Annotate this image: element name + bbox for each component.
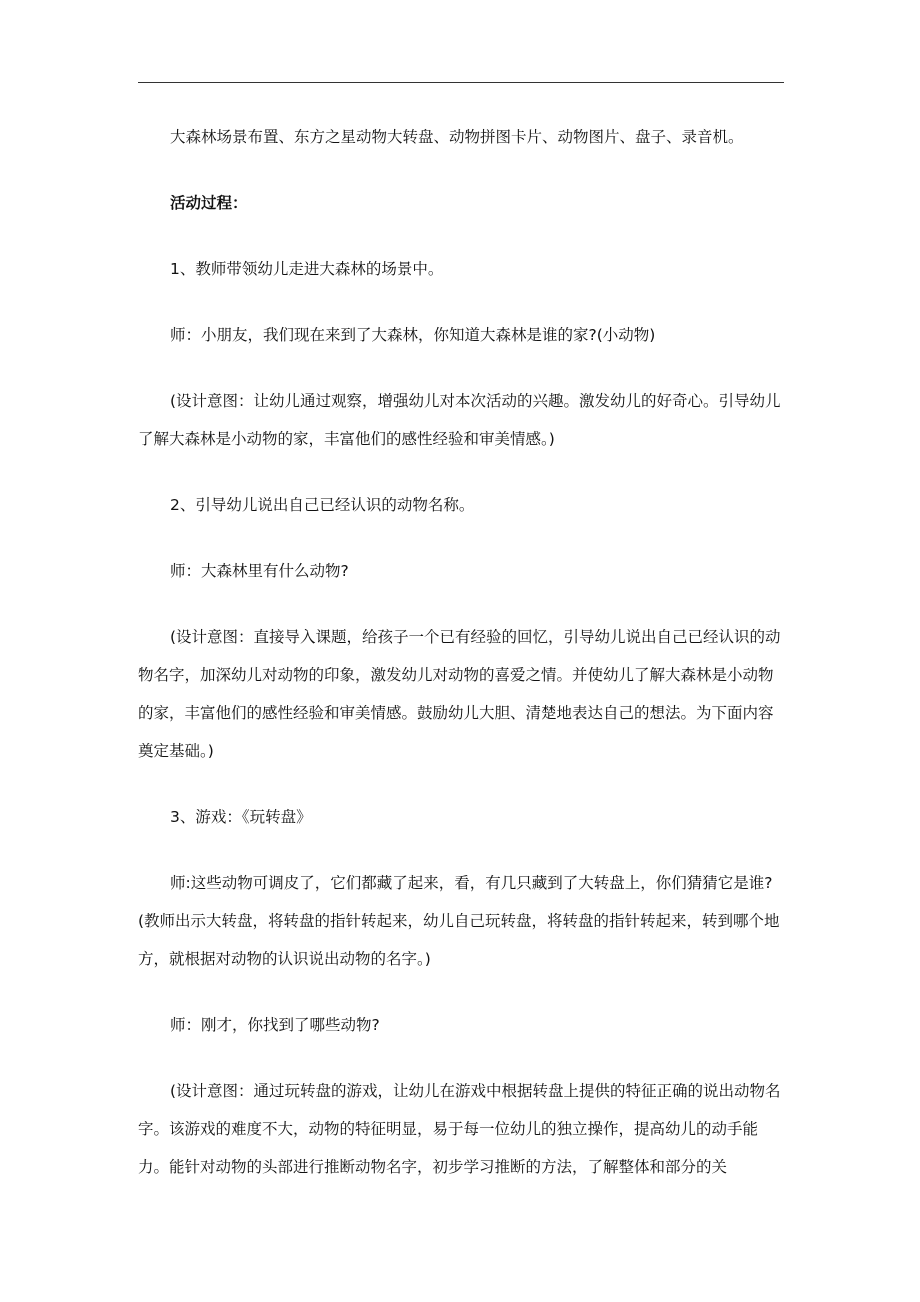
paragraph-step-1: 1、教师带领幼儿走进大森林的场景中。: [170, 260, 444, 278]
section-heading-activity-process: 活动过程：: [170, 194, 248, 212]
paragraph-teacher-line-1: 师：小朋友，我们现在来到了大森林，你知道大森林是谁的家?(小动物): [170, 326, 656, 344]
header-rule: [138, 82, 784, 83]
paragraph-step-2: 2、引导幼儿说出自己已经认识的动物名称。: [170, 496, 475, 514]
paragraph-step-3: 3、游戏：《玩转盘》: [170, 808, 312, 826]
paragraph-teacher-line-4: 师：刚才，你找到了哪些动物?: [170, 1016, 380, 1034]
paragraph-materials: 大森林场景布置、东方之星动物大转盘、动物拼图卡片、动物图片、盘子、录音机。: [170, 128, 744, 146]
paragraph-design-intent-2: (设计意图：直接导入课题，给孩子一个已有经验的回忆，引导幼儿说出自己已经认识的动物名字，加深幼儿对动物的印象，激发幼儿对动物的喜爱之情。并使幼儿了解大森林是小动物的家，丰富他们的感性经验和审美情感。鼓励幼儿大胆、清楚地表达自己的想法。为下面内容奠定基础。): [138, 628, 781, 760]
document-body: [138, 118, 784, 1214]
paragraph-teacher-line-3: 师:这些动物可调皮了，它们都藏了起来，看，有几只藏到了大转盘上，你们猜猜它是谁?(教师出示大转盘，将转盘的指针转起来，幼儿自己玩转盘，将转盘的指针转起来，转到哪个地方，就根据对动物的认识说出动物的名字。): [138, 874, 780, 968]
paragraph-design-intent-1: (设计意图：让幼儿通过观察，增强幼儿对本次活动的兴趣。激发幼儿的好奇心。引导幼儿了解大森林是小动物的家，丰富他们的感性经验和审美情感。): [138, 392, 781, 448]
paragraph-design-intent-3: (设计意图：通过玩转盘的游戏，让幼儿在游戏中根据转盘上提供的特征正确的说出动物名字。该游戏的难度不大，动物的特征明显，易于每一位幼儿的独立操作，提高幼儿的动手能力。能针对动物的头部进行推断动物名字，初步学习推断的方法，了解整体和部分的关: [138, 1082, 781, 1176]
paragraph-teacher-line-2: 师：大森林里有什么动物?: [170, 562, 349, 580]
